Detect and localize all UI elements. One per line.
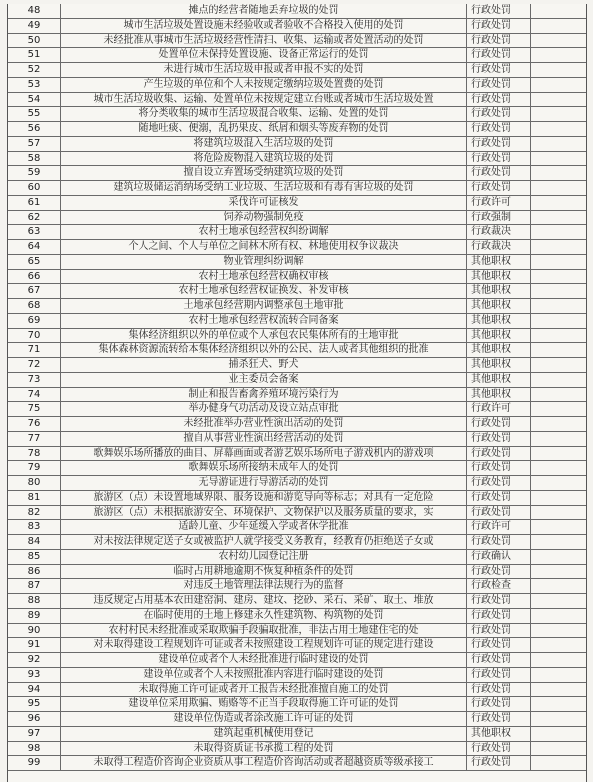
row-number: 70 [8, 329, 61, 343]
row-number: 67 [8, 284, 61, 298]
item-name: 捕杀狂犬、野犬 [61, 358, 467, 372]
row-number: 94 [8, 683, 61, 697]
item-type: 其他职权 [467, 358, 531, 372]
item-note [531, 432, 586, 446]
item-type: 行政许可 [467, 196, 531, 210]
table-row [8, 299, 586, 314]
row-number: 68 [8, 299, 61, 313]
item-type: 行政裁决 [467, 225, 531, 239]
row-number: 82 [8, 506, 61, 520]
item-type: 行政处罚 [467, 506, 531, 520]
item-name: 饲养动物强制免疫 [61, 211, 467, 225]
row-number: 98 [8, 742, 61, 756]
item-type: 行政处罚 [467, 653, 531, 667]
item-note [531, 181, 586, 195]
table-row [8, 402, 586, 417]
item-type: 行政强制 [467, 211, 531, 225]
row-number: 52 [8, 63, 61, 77]
item-name: 物业管理纠纷调解 [61, 255, 467, 269]
item-type: 行政处罚 [467, 476, 531, 490]
row-number: 54 [8, 93, 61, 107]
item-name: 擅自从事营业性演出经营活动的处罚 [61, 432, 467, 446]
table-row [8, 48, 586, 63]
item-note [531, 683, 586, 697]
row-number: 87 [8, 579, 61, 593]
item-note [531, 196, 586, 210]
item-name: 建筑起重机械使用登记 [61, 727, 467, 741]
table-row [8, 107, 586, 122]
item-note [531, 565, 586, 579]
item-type: 其他职权 [467, 343, 531, 357]
item-note [531, 461, 586, 475]
item-note [531, 756, 586, 770]
row-number: 91 [8, 638, 61, 652]
table-row [8, 579, 586, 594]
row-number: 60 [8, 181, 61, 195]
table-row [8, 742, 586, 757]
item-name: 旅游区（点）未设置地域界限、服务设施和游览导向等标志；对具有一定危险 [61, 491, 467, 505]
item-note [531, 520, 586, 534]
item-name: 处置单位未保持处置设施、设备正常运行的处罚 [61, 48, 467, 62]
item-note [531, 609, 586, 623]
row-number: 66 [8, 270, 61, 284]
item-note [531, 550, 586, 564]
table-row [8, 476, 586, 491]
item-type: 行政许可 [467, 520, 531, 534]
item-note [531, 417, 586, 431]
item-name: 歌舞娱乐场所接纳未成年人的处罚 [61, 461, 467, 475]
row-number: 93 [8, 668, 61, 682]
item-type: 行政处罚 [467, 594, 531, 608]
item-type: 其他职权 [467, 299, 531, 313]
item-name: 未经批准从事城市生活垃圾经营性清扫、收集、运输或者处置活动的处罚 [61, 34, 467, 48]
row-number: 62 [8, 211, 61, 225]
row-number: 55 [8, 107, 61, 121]
row-number: 92 [8, 653, 61, 667]
item-name: 未取得施工许可证或者开工报告未经批准擅自施工的处罚 [61, 683, 467, 697]
table-row [8, 417, 586, 432]
item-type: 行政裁决 [467, 240, 531, 254]
row-number: 89 [8, 609, 61, 623]
table-row [8, 343, 586, 358]
row-number: 84 [8, 535, 61, 549]
item-note [531, 314, 586, 328]
item-type: 行政处罚 [467, 697, 531, 711]
item-type: 行政处罚 [467, 535, 531, 549]
item-type: 行政处罚 [467, 609, 531, 623]
row-number: 64 [8, 240, 61, 254]
row-number: 95 [8, 697, 61, 711]
row-number: 90 [8, 624, 61, 638]
row-number: 59 [8, 166, 61, 180]
row-number: 86 [8, 565, 61, 579]
row-number: 51 [8, 48, 61, 62]
item-note [531, 373, 586, 387]
item-type: 行政处罚 [467, 19, 531, 33]
item-name: 建设单位采用欺骗、贿赂等不正当手段取得施工许可证的处罚 [61, 697, 467, 711]
table-row [8, 668, 586, 683]
row-number: 63 [8, 225, 61, 239]
item-type: 行政处罚 [467, 683, 531, 697]
item-name: 城市生活垃圾收集、运输、处置单位未按规定建立台账或者城市生活垃圾处置 [61, 93, 467, 107]
item-note [531, 48, 586, 62]
row-number: 77 [8, 432, 61, 446]
item-note [531, 255, 586, 269]
table-row [8, 152, 586, 167]
table-row [8, 388, 586, 403]
item-name: 将分类收集的城市生活垃圾混合收集、运输、处置的处罚 [61, 107, 467, 121]
item-type: 行政处罚 [467, 48, 531, 62]
table-row [8, 491, 586, 506]
item-type: 行政处罚 [467, 4, 531, 18]
item-note [531, 343, 586, 357]
row-number: 74 [8, 388, 61, 402]
row-number: 61 [8, 196, 61, 210]
table-row [8, 373, 586, 388]
item-name: 临时占用耕地逾期不恢复种植条件的处罚 [61, 565, 467, 579]
item-note [531, 668, 586, 682]
row-number: 78 [8, 447, 61, 461]
table-row [8, 624, 586, 639]
table-row [8, 78, 586, 93]
table-row [8, 196, 586, 211]
item-name: 城市生活垃圾处置设施未经验收或者验收不合格投入使用的处罚 [61, 19, 467, 33]
table-row [8, 358, 586, 373]
item-name: 将建筑垃圾混入生活垃圾的处罚 [61, 137, 467, 151]
item-note [531, 624, 586, 638]
table-row [8, 712, 586, 727]
row-number: 79 [8, 461, 61, 475]
item-name: 农村幼儿园登记注册 [61, 550, 467, 564]
item-type: 行政处罚 [467, 624, 531, 638]
row-number: 53 [8, 78, 61, 92]
item-type: 行政处罚 [467, 461, 531, 475]
item-name: 农村村民未经批准或采取欺骗手段骗取批准，非法占用土地建住宅的处 [61, 624, 467, 638]
item-note [531, 594, 586, 608]
table-row [8, 727, 586, 742]
item-note [531, 299, 586, 313]
item-name: 业主委员会备案 [61, 373, 467, 387]
item-name: 在临时使用的土地上修建永久性建筑物、构筑物的处罚 [61, 609, 467, 623]
item-note [531, 358, 586, 372]
item-type: 行政处罚 [467, 638, 531, 652]
item-name: 建设单位伪造或者涂改施工许可证的处罚 [61, 712, 467, 726]
item-name: 擅自设立弃置场受纳建筑垃圾的处罚 [61, 166, 467, 180]
item-note [531, 727, 586, 741]
table-row [8, 19, 586, 34]
row-number: 49 [8, 19, 61, 33]
table-row [8, 181, 586, 196]
table-row [8, 535, 586, 550]
item-type: 其他职权 [467, 373, 531, 387]
item-type: 行政处罚 [467, 756, 531, 770]
item-note [531, 63, 586, 77]
document-table [7, 4, 587, 782]
row-number: 80 [8, 476, 61, 490]
item-type: 行政处罚 [467, 491, 531, 505]
item-note [531, 653, 586, 667]
item-name: 农村土地承包经营权证换发、补发审核 [61, 284, 467, 298]
row-number: 65 [8, 255, 61, 269]
item-type: 行政处罚 [467, 447, 531, 461]
row-number: 71 [8, 343, 61, 357]
table-row [8, 565, 586, 580]
item-name: 农村土地承包经营权流转合同备案 [61, 314, 467, 328]
row-number: 48 [8, 4, 61, 18]
item-note [531, 388, 586, 402]
table-row [8, 240, 586, 255]
row-number: 72 [8, 358, 61, 372]
item-type: 行政处罚 [467, 137, 531, 151]
item-name: 采伐许可证核发 [61, 196, 467, 210]
table-row [8, 506, 586, 521]
item-type: 行政处罚 [467, 417, 531, 431]
item-name: 建设单位或者个人未按照批准内容进行临时建设的处罚 [61, 668, 467, 682]
item-type: 行政处罚 [467, 166, 531, 180]
item-name: 建设单位或者个人未经批准进行临时建设的处罚 [61, 653, 467, 667]
item-type: 行政检查 [467, 579, 531, 593]
item-note [531, 638, 586, 652]
item-name: 未经批准举办营业性演出活动的处罚 [61, 417, 467, 431]
table-row [8, 270, 586, 285]
table-row [8, 432, 586, 447]
item-note [531, 122, 586, 136]
row-number: 97 [8, 727, 61, 741]
item-type: 行政确认 [467, 550, 531, 564]
row-number: 81 [8, 491, 61, 505]
item-name: 农村土地承包经营权纠纷调解 [61, 225, 467, 239]
item-note [531, 137, 586, 151]
item-type: 行政处罚 [467, 78, 531, 92]
item-name: 制止和报告畜禽养殖环境污染行为 [61, 388, 467, 402]
table-row [8, 550, 586, 565]
item-type: 行政处罚 [467, 34, 531, 48]
item-type: 行政处罚 [467, 565, 531, 579]
item-name: 歌舞娱乐场所播放的曲目、屏幕画面或者游艺娱乐场所电子游戏机内的游戏项 [61, 447, 467, 461]
item-type: 行政处罚 [467, 152, 531, 166]
item-note [531, 107, 586, 121]
table-row [8, 683, 586, 698]
row-number: 69 [8, 314, 61, 328]
item-note [531, 402, 586, 416]
row-number: 56 [8, 122, 61, 136]
row-number: 75 [8, 402, 61, 416]
table-row [8, 137, 586, 152]
item-name: 产生垃圾的单位和个人未按规定缴纳垃圾处置费的处罚 [61, 78, 467, 92]
item-name: 集体森林资源流转给本集体经济组织以外的公民、法人或者其他组织的批准 [61, 343, 467, 357]
item-type: 行政许可 [467, 402, 531, 416]
item-note [531, 270, 586, 284]
item-name: 摊点的经营者随地丢弃垃圾的处罚 [61, 4, 467, 18]
item-name: 随地吐痰、便溺，乱扔果皮、纸屑和烟头等废弃物的处罚 [61, 122, 467, 136]
table-row [8, 609, 586, 624]
table-row [8, 211, 586, 226]
table-row [8, 122, 586, 137]
row-number: 50 [8, 34, 61, 48]
item-note [531, 4, 586, 18]
table-row [8, 756, 586, 771]
row-number: 57 [8, 137, 61, 151]
item-note [531, 506, 586, 520]
item-note [531, 78, 586, 92]
item-note [531, 329, 586, 343]
item-type: 其他职权 [467, 314, 531, 328]
item-name: 举办健身气功活动及设立站点审批 [61, 402, 467, 416]
item-name: 未取得工程造价咨询企业资质从事工程造价咨询活动或者超越资质等级承接工 [61, 756, 467, 770]
item-type: 行政处罚 [467, 742, 531, 756]
item-name: 未进行城市生活垃圾申报或者申报不实的处罚 [61, 63, 467, 77]
item-note [531, 579, 586, 593]
item-name: 适龄儿童、少年延缓入学或者休学批准 [61, 520, 467, 534]
item-name: 未取得资质证书承揽工程的处罚 [61, 742, 467, 756]
row-number: 88 [8, 594, 61, 608]
item-name: 建筑垃圾储运消纳场受纳工业垃圾、生活垃圾和有毒有害垃圾的处罚 [61, 181, 467, 195]
table-row [8, 166, 586, 181]
item-type: 其他职权 [467, 284, 531, 298]
table-row [8, 697, 586, 712]
item-type: 其他职权 [467, 270, 531, 284]
table-row [8, 447, 586, 462]
item-note [531, 211, 586, 225]
item-name: 无导游证进行导游活动的处罚 [61, 476, 467, 490]
item-name: 集体经济组织以外的单位或个人承包农民集体所有的土地审批 [61, 329, 467, 343]
item-type: 行政处罚 [467, 181, 531, 195]
table-row [8, 4, 586, 19]
table-row [8, 93, 586, 108]
table-row [8, 34, 586, 49]
table-row [8, 520, 586, 535]
item-note [531, 742, 586, 756]
item-name: 将危险废物混入建筑垃圾的处罚 [61, 152, 467, 166]
item-name: 土地承包经营期内调整承包土地审批 [61, 299, 467, 313]
table-row [8, 329, 586, 344]
item-note [531, 447, 586, 461]
item-name: 对未按法律规定送子女或被监护人就学接受义务教育，经教育仍拒绝送子女或 [61, 535, 467, 549]
table-row [8, 284, 586, 299]
table-row [8, 225, 586, 240]
item-type: 其他职权 [467, 255, 531, 269]
item-type: 行政处罚 [467, 93, 531, 107]
row-number: 58 [8, 152, 61, 166]
item-note [531, 166, 586, 180]
item-note [531, 491, 586, 505]
table-row [8, 594, 586, 609]
item-name: 对违反土地管理法律法规行为的监督 [61, 579, 467, 593]
item-type: 行政处罚 [467, 668, 531, 682]
item-note [531, 712, 586, 726]
item-name: 农村土地承包经营权确权审核 [61, 270, 467, 284]
item-note [531, 152, 586, 166]
table-row [8, 653, 586, 668]
item-note [531, 535, 586, 549]
item-note [531, 225, 586, 239]
item-name: 对未取得建设工程规划许可证或者未按照建设工程规划许可证的规定进行建设 [61, 638, 467, 652]
item-name: 旅游区（点）未根据旅游安全、环境保护、文物保护以及服务质量的要求，实 [61, 506, 467, 520]
row-number: 73 [8, 373, 61, 387]
table-row [8, 63, 586, 78]
item-type: 行政处罚 [467, 107, 531, 121]
row-number: 83 [8, 520, 61, 534]
item-type: 行政处罚 [467, 712, 531, 726]
table-row [8, 461, 586, 476]
table-row [8, 314, 586, 329]
item-name: 个人之间、个人与单位之间林木所有权、林地使用权争议裁决 [61, 240, 467, 254]
item-note [531, 93, 586, 107]
item-note [531, 697, 586, 711]
row-number: 85 [8, 550, 61, 564]
item-note [531, 240, 586, 254]
item-type: 其他职权 [467, 388, 531, 402]
item-note [531, 476, 586, 490]
item-type: 其他职权 [467, 727, 531, 741]
row-number: 96 [8, 712, 61, 726]
item-type: 行政处罚 [467, 63, 531, 77]
table-row [8, 638, 586, 653]
item-note [531, 34, 586, 48]
item-type: 其他职权 [467, 329, 531, 343]
row-number: 99 [8, 756, 61, 770]
item-type: 行政处罚 [467, 432, 531, 446]
row-number: 76 [8, 417, 61, 431]
item-name: 违反规定占用基本农田建窑洞、建房、建坟、挖砂、采石、采矿、取土、堆放 [61, 594, 467, 608]
item-note [531, 284, 586, 298]
item-note [531, 19, 586, 33]
item-type: 行政处罚 [467, 122, 531, 136]
table-row [8, 255, 586, 270]
